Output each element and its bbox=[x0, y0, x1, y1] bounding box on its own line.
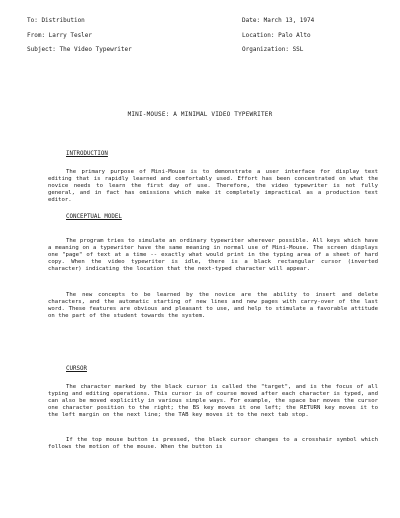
memo-date: Date: March 13, 1974 bbox=[242, 17, 315, 24]
conceptual-model-paragraph-1: The program tries to simulate an ordinary typewriter wherever possible. All keys which have a meaning on a typewriter have the same meaning in normal use of Mini-Mouse. The screen displays one "page" of text at a time -- exactly what would print in the typing area of a sheet of hard copy. When the video typewriter is idle, there is a black rectangular cursor (inverted character) indicating the location that the next-typed character will appear. bbox=[48, 238, 378, 272]
cursor-paragraph-1: The character marked by the black cursor is called the "target", and is the focus of all typing and editing operations. This cursor is of course moved after each character is typed, and can also be moved explicitly in various simple ways. For example, the space bar moves the cursor one character position to the right; the BS key moves it one left; the RETURN key moves it to the left margin on the next line; the TAB key moves it to the next tab stop. bbox=[48, 384, 378, 418]
section-heading-conceptual-model: CONCEPTUAL MODEL bbox=[66, 214, 122, 220]
document-title: MINI-MOUSE: A MINIMAL VIDEO TYPEWRITER bbox=[127, 111, 273, 118]
memo-organization: Organization: SSL bbox=[242, 46, 304, 53]
memo-to: To: Distribution bbox=[27, 17, 85, 24]
section-heading-introduction: INTRODUCTION bbox=[66, 151, 108, 157]
conceptual-model-paragraph-2: The new concepts to be learned by the novice are the ability to insert and delete characters, and the automatic starting of new lines and new pages with carry-over of the last word. These features are obvious and pleasant to use, and help to stimulate a favorable attitude on the part of the student towards the system. bbox=[48, 292, 378, 319]
memo-subject: Subject: The Video Typewriter bbox=[27, 46, 132, 53]
memo-from: From: Larry Tesler bbox=[27, 31, 93, 39]
cursor-paragraph-2: If the top mouse button is pressed, the black cursor changes to a crosshair symbol which follows the motion of the mouse. When the button is bbox=[48, 437, 378, 450]
memo-header bbox=[27, 17, 377, 53]
introduction-paragraph: The primary purpose of Mini-Mouse is to demonstrate a user interface for display text editing that is rapidly learned and comfortably used. Effort has been concentrated on what the novice needs to learn the first day of use. Therefore, the video typewriter is not fully general, and in fact has omissions which make it completely impractical as a production text editor. bbox=[48, 169, 378, 203]
section-heading-cursor: CURSOR bbox=[66, 366, 87, 372]
memo-location: Location: Palo Alto bbox=[242, 31, 311, 39]
